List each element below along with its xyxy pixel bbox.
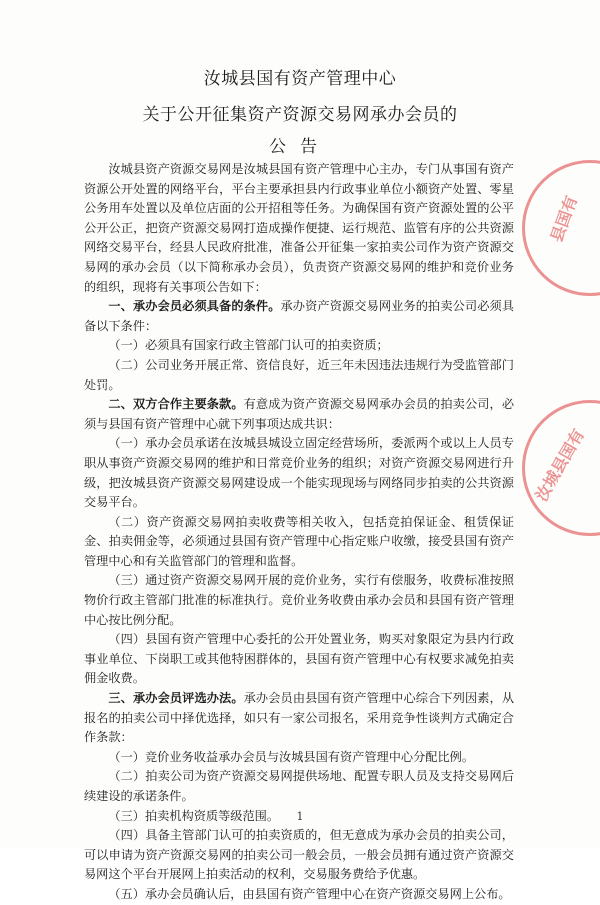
official-seal-stamp xyxy=(522,160,600,296)
section-3-item: （三）拍卖机构资质等级范围。 xyxy=(108,808,280,823)
section-3-item: （四）具备主管部门认可的拍卖资质的，但无意成为承办会员的拍卖公司，可以申请为资产资源交易网的拍卖公司一般会员，一般会员拥有通过资产资源交易网这个平台开展网上拍卖活动的权利，交易服务费给予优惠。 xyxy=(84,828,514,882)
section-2-item: （三）通过资产资源交易网开展的竞价业务，实行有偿服务，收费标准按照物价行政主管部门批准的标准执行。竞价业务收费由承办会员和县国有资产管理中心按比例分配。 xyxy=(84,573,514,627)
section-2-item: （二）资产资源交易网拍卖收费等相关收入，包括竞拍保证金、租赁保证金、拍卖佣金等，必须通过县国有资产管理中心指定账户收缴，接受县国有资产管理中心和有关监管部门的管理和监督。 xyxy=(84,514,514,568)
seal-text: 县国有 xyxy=(546,193,582,245)
notice-heading: 公告 xyxy=(269,137,331,157)
section-3 xyxy=(84,689,514,748)
section-2-item: （四）县国有资产管理中心委托的公开处置业务，购买对象限定为县内行政事业单位、下岗职工或其他特困群体的，县国有资产管理中心有权要求减免拍卖佣金收费。 xyxy=(84,632,514,686)
section-3-text: 承办会员由县国有资产管理中心综合下列因素，从报名的拍卖公司中择优选择，如只有一家公司报名，采用竞争性谈判方式确定合作条款： xyxy=(84,691,515,745)
official-seal-stamp xyxy=(522,400,600,536)
section-1-item: （二）公司业务开展正常、资信良好，近三年未因违法违规行为受监管部门处罚。 xyxy=(84,357,514,392)
section-3-item: （五）承办会员确认后，由县国有资产管理中心在资产资源交易网上公布。 xyxy=(108,886,511,901)
notice-body xyxy=(84,160,514,905)
section-3-item: （二）拍卖公司为资产资源交易网提供场地、配置专职人员及支持交易网后续建设的承诺条件。 xyxy=(84,769,514,803)
issuer-title: 汝城县国有资产管理中心 xyxy=(203,69,397,89)
section-2-text: 有意成为资产资源交易网承办会员的拍卖公司，必须与县国有资产管理中心就下列事项达成共识： xyxy=(84,397,515,431)
seal-text: 汝城县国有 xyxy=(531,425,589,505)
section-2-heading: 二、双方合作主要条款。 xyxy=(108,397,244,412)
section-1-item: （一）必须具有国家行政主管部门认可的拍卖资质； xyxy=(108,338,389,353)
section-1 xyxy=(84,297,514,336)
notice-subject: 关于公开征集资产资源交易网承办会员的 xyxy=(142,105,458,125)
section-2 xyxy=(84,395,514,434)
section-1-heading: 一、承办会员必须具备的条件。 xyxy=(108,299,281,314)
section-1-text: 承办资产资源交易网业务的拍卖公司必须具备以下条件： xyxy=(84,299,515,333)
section-2-item: （一）承办会员承诺在汝城县城设立固定经营场所，委派两个或以上人员专职从事资产资源交易网的维护和日常竞价业务的组织；对资产资源交易网进行升级，把汝城县资产资源交易网建设成一个能实现现场与网络同步拍卖的公共资源交易平台。 xyxy=(84,436,514,510)
intro-paragraph: 汝城县资产资源交易网是汝城县国有资产管理中心主办，专门从事国有资产资源公开处置的网络平台，平台主要承担县内行政事业单位小额资产处置、零星公务用车处置以及单位店面的公开招租等任务。为确保国有资产资源处置的公平公开公正，把资产资源交易网打造成操作便捷、运行规范、监管有序的公共资源网络交易平台，经县人民政府批准，准备公开征集一家拍卖公司作为资产资源交易网的承办会员（以下简称承办会员），负责资产资源交易网的维护和竞价业务的组织，现将有关事项公告如下： xyxy=(84,162,514,294)
section-3-item: （一）竞价业务收益承办会员与汝城县国有资产管理中心分配比例。 xyxy=(108,749,475,764)
page-number: 1 xyxy=(296,810,304,823)
section-3-heading: 三、承办会员评选办法。 xyxy=(108,691,244,706)
